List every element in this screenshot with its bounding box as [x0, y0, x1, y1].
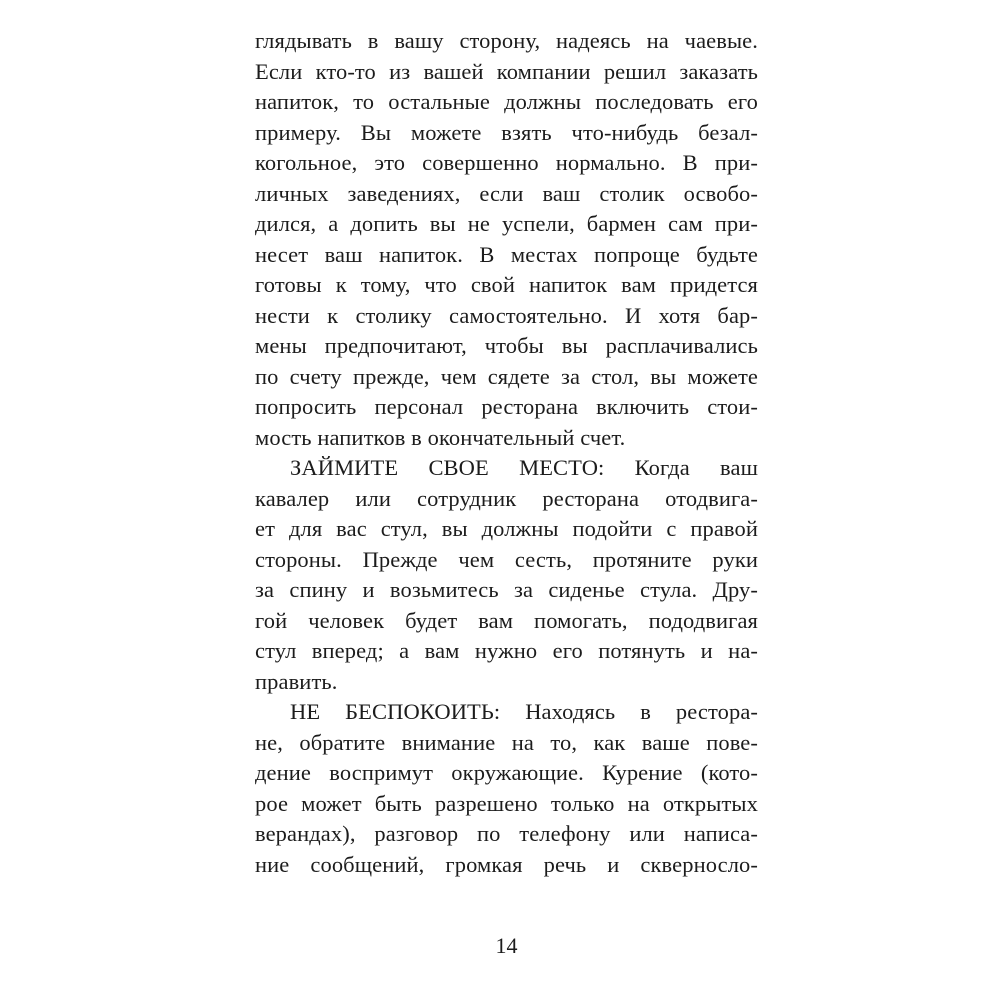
text-line: ЗАЙМИТЕ СВОЕ МЕСТО: Когда ваш — [290, 455, 758, 480]
text-line: попросить персонал ресторана включить стои- — [255, 394, 758, 419]
text-line: править. — [255, 668, 338, 694]
text-line: примеру. Вы можете взять что-нибудь безал- — [255, 119, 758, 145]
text-line: за спину и возьмитесь за сиденье стула. Дру- — [255, 577, 758, 602]
text-line: нести к столику самостоятельно. И хотя бар- — [255, 302, 758, 328]
text-line: верандах), разговор по телефону или написа- — [255, 821, 758, 846]
text-line: гой человек будет вам помогать, пододвигая — [255, 607, 758, 633]
text-line: дение воспримут окружающие. Курение (кото- — [255, 760, 758, 785]
text-line: НЕ БЕСПОКОИТЬ: Находясь в рестора- — [290, 699, 758, 724]
text-block — [255, 26, 758, 880]
text-line: личных заведениях, если ваш столик освобо- — [255, 180, 758, 206]
text-line: напиток, то остальные должны последовать его — [255, 89, 758, 114]
text-line: по счету прежде, чем сядете за стол, вы можете — [255, 363, 758, 389]
text-line: не, обратите внимание на то, как ваше пове- — [255, 729, 758, 755]
text-line: кавалер или сотрудник ресторана отодвига- — [255, 485, 758, 511]
text-line: мость напитков в окончательный счет. — [255, 424, 626, 450]
text-line: несет ваш напиток. В местах попроще будьте — [255, 241, 758, 267]
text-line: рое может быть разрешено только на открытых — [255, 790, 758, 816]
text-line: дился, а допить вы не успели, бармен сам при- — [255, 211, 758, 236]
text-line: когольное, это совершенно нормально. В при- — [255, 150, 758, 175]
text-line: стул вперед; а вам нужно его потянуть и на- — [255, 638, 758, 663]
text-line: мены предпочитают, чтобы вы расплачивались — [255, 333, 758, 358]
text-line: ет для вас стул, вы должны подойти с правой — [255, 516, 758, 541]
text-line: готовы к тому, что свой напиток вам придется — [255, 272, 758, 297]
text-line: стороны. Прежде чем сесть, протяните руки — [255, 546, 758, 572]
text-line: глядывать в вашу сторону, надеясь на чаевые. — [255, 28, 758, 53]
text-line: Если кто-то из вашей компании решил заказать — [255, 58, 758, 84]
page-number: 14 — [495, 933, 518, 958]
text-line: ние сообщений, громкая речь и скверносло- — [255, 851, 758, 877]
